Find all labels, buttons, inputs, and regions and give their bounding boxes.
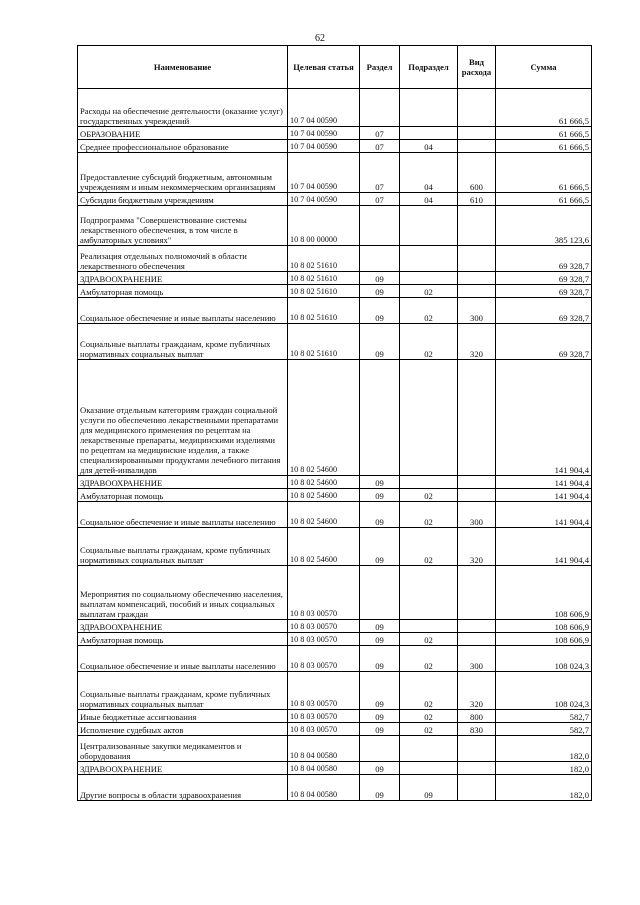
cell-name: ЗДРАВООХРАНЕНИЕ xyxy=(78,762,288,775)
cell-podrazdel: 04 xyxy=(400,153,458,193)
cell-vid xyxy=(458,89,496,127)
header-razdel: Раздел xyxy=(360,46,400,89)
cell-name: Оказание отдельным категориям граждан социальной услуги по обеспечению лекарственными препаратами для медицинского применения по рецептам на лекарственные препараты, медицинскими изделиями по рецептам на медицинские изделия, а также специализированными продуктами лечебного питания для детей-инвалидов xyxy=(78,360,288,476)
table-row xyxy=(78,206,592,246)
cell-razdel: 09 xyxy=(360,646,400,672)
cell-razdel: 09 xyxy=(360,762,400,775)
cell-podrazdel: 02 xyxy=(400,285,458,298)
cell-razdel: 09 xyxy=(360,272,400,285)
cell-sum: 69 328,7 xyxy=(496,298,592,324)
cell-sum: 141 904,4 xyxy=(496,360,592,476)
cell-vid: 800 xyxy=(458,710,496,723)
cell-podrazdel: 02 xyxy=(400,710,458,723)
cell-sum: 108 606,9 xyxy=(496,633,592,646)
cell-podrazdel xyxy=(400,127,458,140)
cell-sum: 108 024,3 xyxy=(496,646,592,672)
cell-sum: 61 666,5 xyxy=(496,140,592,153)
cell-code: 10 8 04 00580 xyxy=(288,736,360,762)
cell-razdel: 07 xyxy=(360,153,400,193)
cell-code: 10 8 00 00000 xyxy=(288,206,360,246)
cell-code: 10 8 04 00580 xyxy=(288,762,360,775)
table-row xyxy=(78,140,592,153)
cell-code: 10 8 02 54600 xyxy=(288,489,360,502)
cell-podrazdel: 02 xyxy=(400,646,458,672)
cell-podrazdel: 02 xyxy=(400,528,458,566)
table-row xyxy=(78,502,592,528)
table-row xyxy=(78,127,592,140)
cell-vid xyxy=(458,476,496,489)
table-row xyxy=(78,272,592,285)
cell-sum: 69 328,7 xyxy=(496,285,592,298)
cell-razdel xyxy=(360,566,400,620)
cell-sum: 182,0 xyxy=(496,736,592,762)
table-row xyxy=(78,89,592,127)
table-row xyxy=(78,723,592,736)
cell-vid xyxy=(458,206,496,246)
table-row xyxy=(78,620,592,633)
cell-vid xyxy=(458,762,496,775)
cell-name: ЗДРАВООХРАНЕНИЕ xyxy=(78,620,288,633)
cell-sum: 141 904,4 xyxy=(496,489,592,502)
cell-podrazdel: 02 xyxy=(400,502,458,528)
cell-sum: 141 904,4 xyxy=(496,476,592,489)
table-row xyxy=(78,775,592,801)
cell-code: 10 8 04 00580 xyxy=(288,775,360,801)
cell-razdel: 09 xyxy=(360,476,400,489)
cell-sum: 385 123,6 xyxy=(496,206,592,246)
cell-vid xyxy=(458,489,496,502)
cell-podrazdel: 09 xyxy=(400,775,458,801)
cell-vid xyxy=(458,246,496,272)
cell-sum: 69 328,7 xyxy=(496,272,592,285)
cell-podrazdel: 02 xyxy=(400,723,458,736)
cell-code: 10 7 04 00590 xyxy=(288,127,360,140)
table-row xyxy=(78,360,592,476)
cell-code: 10 8 03 00570 xyxy=(288,646,360,672)
cell-code: 10 8 03 00570 xyxy=(288,566,360,620)
cell-name: Подпрограмма "Совершенствование системы лекарственного обеспечения, в том числе в амбулаторных условиях" xyxy=(78,206,288,246)
budget-table xyxy=(77,45,592,801)
cell-vid xyxy=(458,272,496,285)
cell-podrazdel: 04 xyxy=(400,140,458,153)
header-sum: Сумма xyxy=(496,46,592,89)
cell-vid: 600 xyxy=(458,153,496,193)
cell-name: ЗДРАВООХРАНЕНИЕ xyxy=(78,476,288,489)
cell-podrazdel xyxy=(400,762,458,775)
cell-sum: 61 666,5 xyxy=(496,153,592,193)
cell-vid xyxy=(458,140,496,153)
table-row xyxy=(78,672,592,710)
cell-sum: 182,0 xyxy=(496,775,592,801)
table-row xyxy=(78,710,592,723)
header-vid: Вид расхода xyxy=(458,46,496,89)
table-row xyxy=(78,489,592,502)
table-row xyxy=(78,324,592,360)
cell-vid xyxy=(458,127,496,140)
cell-code: 10 7 04 00590 xyxy=(288,193,360,206)
cell-name: Социальное обеспечение и иные выплаты населению xyxy=(78,502,288,528)
cell-vid: 830 xyxy=(458,723,496,736)
cell-podrazdel xyxy=(400,246,458,272)
cell-podrazdel xyxy=(400,272,458,285)
cell-podrazdel: 02 xyxy=(400,298,458,324)
cell-razdel: 07 xyxy=(360,127,400,140)
cell-sum: 582,7 xyxy=(496,710,592,723)
table-row xyxy=(78,246,592,272)
cell-razdel: 09 xyxy=(360,633,400,646)
table-row xyxy=(78,736,592,762)
cell-podrazdel xyxy=(400,620,458,633)
cell-vid xyxy=(458,775,496,801)
cell-code: 10 8 03 00570 xyxy=(288,672,360,710)
table-row xyxy=(78,566,592,620)
table-row xyxy=(78,298,592,324)
cell-vid: 300 xyxy=(458,298,496,324)
table-row xyxy=(78,153,592,193)
cell-podrazdel xyxy=(400,206,458,246)
cell-name: Социальные выплаты гражданам, кроме публичных нормативных социальных выплат xyxy=(78,528,288,566)
cell-razdel: 09 xyxy=(360,620,400,633)
table-row xyxy=(78,193,592,206)
cell-name: Другие вопросы в области здравоохранения xyxy=(78,775,288,801)
cell-name: Среднее профессиональное образование xyxy=(78,140,288,153)
cell-name: Иные бюджетные ассигнования xyxy=(78,710,288,723)
cell-razdel: 09 xyxy=(360,324,400,360)
cell-code: 10 7 04 00590 xyxy=(288,140,360,153)
cell-sum: 108 024,3 xyxy=(496,672,592,710)
cell-vid xyxy=(458,360,496,476)
cell-name: ЗДРАВООХРАНЕНИЕ xyxy=(78,272,288,285)
cell-vid: 320 xyxy=(458,672,496,710)
cell-code: 10 7 04 00590 xyxy=(288,89,360,127)
cell-podrazdel xyxy=(400,476,458,489)
cell-razdel xyxy=(360,206,400,246)
cell-sum: 141 904,4 xyxy=(496,528,592,566)
table-row xyxy=(78,285,592,298)
table-body xyxy=(78,89,592,801)
cell-code: 10 8 02 54600 xyxy=(288,476,360,489)
cell-sum: 108 606,9 xyxy=(496,620,592,633)
cell-sum: 69 328,7 xyxy=(496,324,592,360)
cell-sum: 61 666,5 xyxy=(496,193,592,206)
cell-name: Социальные выплаты гражданам, кроме публичных нормативных социальных выплат xyxy=(78,672,288,710)
cell-code: 10 8 03 00570 xyxy=(288,633,360,646)
cell-sum: 141 904,4 xyxy=(496,502,592,528)
cell-name: Предоставление субсидий бюджетным, автономным учреждениям и иным некоммерческим организациям xyxy=(78,153,288,193)
cell-name: Мероприятия по социальному обеспечению населения, выплатам компенсаций, пособий и иных социальных выплатам граждан xyxy=(78,566,288,620)
cell-name: Амбулаторная помощь xyxy=(78,489,288,502)
cell-name: Социальное обеспечение и иные выплаты населению xyxy=(78,298,288,324)
table-row xyxy=(78,528,592,566)
cell-name: Централизованные закупки медикаментов и оборудования xyxy=(78,736,288,762)
cell-vid: 320 xyxy=(458,528,496,566)
cell-code: 10 8 03 00570 xyxy=(288,723,360,736)
header-code: Целевая статья xyxy=(288,46,360,89)
cell-name: Исполнение судебных актов xyxy=(78,723,288,736)
cell-code: 10 8 02 51610 xyxy=(288,285,360,298)
cell-razdel: 09 xyxy=(360,672,400,710)
cell-name: Социальное обеспечение и иные выплаты населению xyxy=(78,646,288,672)
cell-razdel: 07 xyxy=(360,193,400,206)
cell-sum: 61 666,5 xyxy=(496,127,592,140)
cell-code: 10 8 03 00570 xyxy=(288,620,360,633)
cell-code: 10 8 02 51610 xyxy=(288,246,360,272)
table-row xyxy=(78,476,592,489)
cell-podrazdel: 04 xyxy=(400,193,458,206)
cell-podrazdel xyxy=(400,89,458,127)
cell-code: 10 7 04 00590 xyxy=(288,153,360,193)
cell-podrazdel: 02 xyxy=(400,672,458,710)
cell-vid xyxy=(458,736,496,762)
cell-code: 10 8 02 54600 xyxy=(288,360,360,476)
cell-podrazdel xyxy=(400,736,458,762)
cell-vid: 610 xyxy=(458,193,496,206)
cell-sum: 182,0 xyxy=(496,762,592,775)
cell-razdel: 07 xyxy=(360,140,400,153)
cell-vid xyxy=(458,566,496,620)
cell-vid: 320 xyxy=(458,324,496,360)
cell-podrazdel: 02 xyxy=(400,324,458,360)
cell-razdel: 09 xyxy=(360,285,400,298)
cell-name: Реализация отдельных полномочий в области лекарственного обеспечения xyxy=(78,246,288,272)
cell-sum: 61 666,5 xyxy=(496,89,592,127)
cell-razdel: 09 xyxy=(360,723,400,736)
cell-razdel: 09 xyxy=(360,298,400,324)
cell-sum: 108 606,9 xyxy=(496,566,592,620)
cell-razdel: 09 xyxy=(360,528,400,566)
cell-vid: 300 xyxy=(458,646,496,672)
cell-name: Расходы на обеспечение деятельности (оказание услуг) государственных учреждений xyxy=(78,89,288,127)
cell-sum: 69 328,7 xyxy=(496,246,592,272)
cell-code: 10 8 02 54600 xyxy=(288,528,360,566)
cell-sum: 582,7 xyxy=(496,723,592,736)
cell-vid xyxy=(458,633,496,646)
cell-razdel: 09 xyxy=(360,502,400,528)
cell-razdel xyxy=(360,89,400,127)
cell-code: 10 8 02 51610 xyxy=(288,272,360,285)
cell-code: 10 8 02 51610 xyxy=(288,298,360,324)
header-podrazdel: Подраздел xyxy=(400,46,458,89)
cell-podrazdel: 02 xyxy=(400,633,458,646)
cell-vid xyxy=(458,620,496,633)
cell-podrazdel xyxy=(400,566,458,620)
table-row xyxy=(78,646,592,672)
table-row xyxy=(78,762,592,775)
cell-code: 10 8 02 54600 xyxy=(288,502,360,528)
cell-razdel: 09 xyxy=(360,710,400,723)
cell-podrazdel xyxy=(400,360,458,476)
cell-code: 10 8 03 00570 xyxy=(288,710,360,723)
cell-vid xyxy=(458,285,496,298)
table-row xyxy=(78,633,592,646)
cell-razdel: 09 xyxy=(360,489,400,502)
page-number: 62 xyxy=(315,33,325,44)
cell-razdel xyxy=(360,360,400,476)
cell-razdel xyxy=(360,246,400,272)
cell-name: Амбулаторная помощь xyxy=(78,285,288,298)
cell-name: Субсидии бюджетным учреждениям xyxy=(78,193,288,206)
cell-name: Социальные выплаты гражданам, кроме публичных нормативных социальных выплат xyxy=(78,324,288,360)
cell-podrazdel: 02 xyxy=(400,489,458,502)
cell-razdel xyxy=(360,736,400,762)
cell-name: ОБРАЗОВАНИЕ xyxy=(78,127,288,140)
header-name: Наименование xyxy=(78,46,288,89)
table-header xyxy=(78,46,592,89)
cell-vid: 300 xyxy=(458,502,496,528)
cell-name: Амбулаторная помощь xyxy=(78,633,288,646)
cell-code: 10 8 02 51610 xyxy=(288,324,360,360)
cell-razdel: 09 xyxy=(360,775,400,801)
